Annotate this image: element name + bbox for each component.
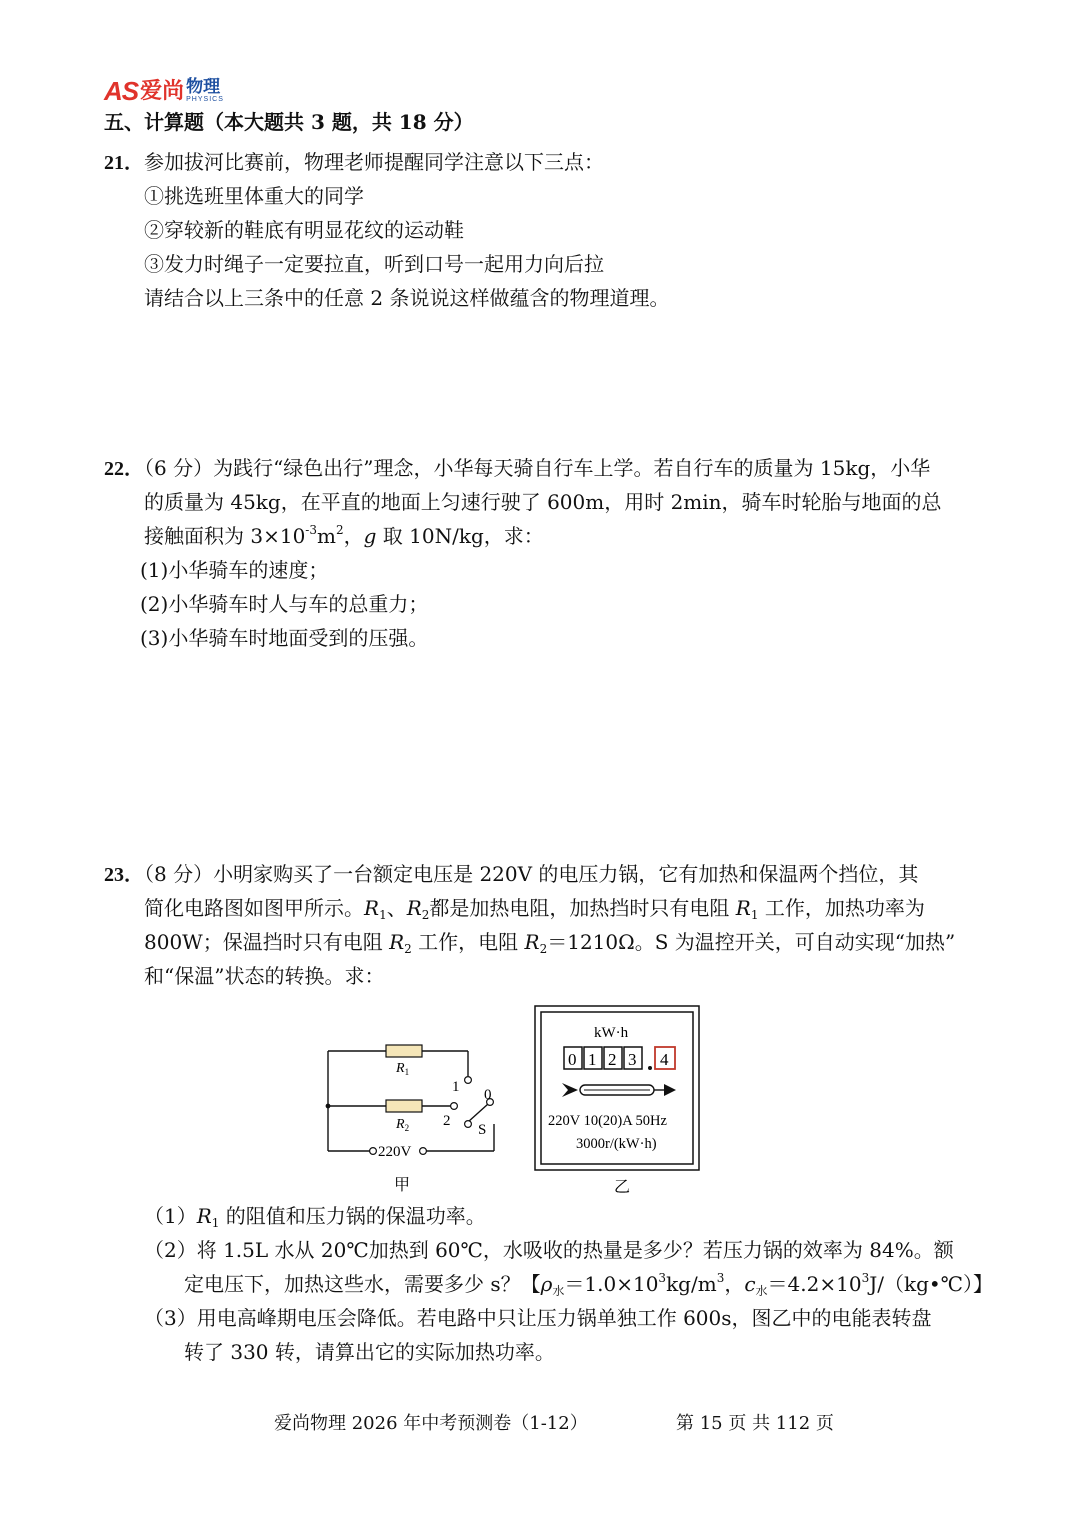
- q22-line-1: [104, 456, 930, 481]
- r2-symbol: R: [524, 930, 540, 954]
- q22-comma: ，: [343, 524, 364, 548]
- q23-line-2: [144, 896, 925, 920]
- q21-point-1: ①挑选班里体重大的同学: [144, 184, 364, 208]
- contact-0-label: 0: [484, 1087, 492, 1103]
- r1-symbol: R: [196, 1204, 212, 1228]
- q23-sub-1: [144, 1204, 486, 1228]
- q22-area-text: 接触面积为 3×10: [144, 524, 306, 548]
- q23-text-2b: 都是加热电阻，加热挡时只有电阻: [429, 896, 736, 920]
- q21-number: 21．: [104, 152, 144, 174]
- q21-ask: 请结合以上三条中的任意 2 条说说这样做蕴含的物理道理。: [144, 286, 670, 310]
- r2-subscript: 2: [421, 908, 430, 922]
- logo-text-aishang: 爱尚: [140, 79, 185, 104]
- q23-line-4: 和“保温”状态的转换。求：: [144, 964, 385, 988]
- q22-sub-1: (1)小华骑车的速度；: [140, 558, 329, 582]
- voltage-label: 220V: [378, 1144, 412, 1160]
- q21-point-3: ③发力时绳子一定要拉直，听到口号一起用力向后拉: [144, 252, 604, 276]
- water-subscript: 水: [755, 1284, 768, 1298]
- heat-capacity-unit: J/（kg•℃）】: [869, 1272, 994, 1296]
- circuit-caption: 甲: [394, 1177, 411, 1194]
- q23-line-1: [104, 862, 918, 887]
- logo-text-physics: PHYSICS: [186, 96, 224, 103]
- heat-capacity-value: ＝4.2×10: [767, 1272, 862, 1296]
- meter-digit-decimal: 4: [660, 1050, 669, 1069]
- q23-text-2a: 简化电路图如图甲所示。: [144, 896, 364, 920]
- terminal-right: [420, 1148, 427, 1155]
- contact-2-label: 2: [443, 1113, 451, 1129]
- q23-text-3c: ＝1210Ω。S 为温控开关，可自动实现“加热”: [547, 930, 956, 954]
- logo-physics: [186, 78, 224, 104]
- q23-comma: ，: [724, 1272, 745, 1296]
- q22-text-1: （6 分）为践行“绿色出行”理念，小华每天骑自行车上学。若自行车的质量为 15kg，小华: [144, 456, 931, 480]
- q22-sub-3: (3)小华骑车时地面受到的压强。: [140, 626, 429, 650]
- q21-intro: 参加拔河比赛前，物理老师提醒同学注意以下三点：: [144, 150, 604, 174]
- q23-text-3b: 工作，电阻: [411, 930, 525, 954]
- meter-caption: 乙: [614, 1179, 631, 1196]
- footer-title: 爱尚物理 2026 年中考预测卷（1-12）: [274, 1413, 588, 1434]
- q23-sub-3-line-1: （3）用电高峰期电压会降低。若电路中只让压力锅单独工作 600s，图乙中的电能表转盘: [144, 1306, 932, 1330]
- q22-sub-2: (2)小华骑车时人与车的总重力；: [140, 592, 429, 616]
- footer-page-number: 第 15 页 共 112 页: [676, 1413, 834, 1434]
- contact-1: [465, 1077, 472, 1084]
- r2-symbol: R: [406, 896, 422, 920]
- meter-digit: 1: [588, 1050, 597, 1069]
- r2-label: $R_2$: [396, 1117, 410, 1133]
- q22-g-symbol: g: [363, 524, 377, 548]
- r2-subscript: 2: [404, 942, 412, 956]
- q22-line-2: 的质量为 45kg，在平直的地面上匀速行驶了 600m，用时 2min，骑车时轮胎与地面的总: [144, 490, 942, 514]
- q23-number: 23．: [104, 864, 144, 886]
- logo: [104, 78, 224, 104]
- density-exponent: 3: [658, 1271, 667, 1285]
- meter-spec-rating: 220V 10(20)A 50Hz: [548, 1113, 667, 1129]
- q22-number: 22．: [104, 458, 144, 480]
- r1-subscript: 1: [379, 908, 387, 922]
- meter-spec-constant: 3000r/(kW·h): [576, 1136, 657, 1152]
- meter-digits: [564, 1047, 675, 1070]
- meter-digit: 3: [628, 1050, 637, 1069]
- logo-text-wuli: 物理: [186, 77, 221, 97]
- meter-decimal-point: [648, 1066, 652, 1070]
- r1-symbol: R: [364, 896, 380, 920]
- r1-subscript: 1: [750, 908, 759, 922]
- contact-2: [451, 1103, 458, 1110]
- rho-symbol: ρ: [540, 1272, 553, 1296]
- density-unit-exponent: 3: [716, 1271, 725, 1285]
- contact-1-label: 1: [452, 1079, 460, 1095]
- meter-digit: 2: [608, 1050, 617, 1069]
- logo-as-mark: AS: [104, 76, 139, 106]
- meter-digit: 0: [568, 1050, 577, 1069]
- q21-point-2: ②穿较新的鞋底有明显花纹的运动鞋: [144, 218, 464, 242]
- q22-line-3: [144, 524, 544, 548]
- resistor-r2: [386, 1100, 422, 1112]
- q23-separator: 、: [386, 896, 407, 920]
- heat-capacity-exponent: 3: [861, 1271, 870, 1285]
- q22-g-value: 取 10N/kg，求：: [376, 524, 544, 548]
- density-unit: kg/m: [666, 1272, 717, 1296]
- q23-sub-2-text: 定电压下，加热这些水，需要多少 s？【: [184, 1272, 541, 1296]
- q21-intro-line: [104, 150, 604, 175]
- density-value: ＝1.0×10: [564, 1272, 659, 1296]
- q23-text-1: （8 分）小明家购买了一台额定电压是 220V 的电压力锅，它有加热和保温两个挡位，其: [144, 862, 919, 886]
- water-subscript: 水: [552, 1284, 565, 1298]
- r1-subscript: 1: [211, 1216, 220, 1230]
- q22-area-unit: m: [317, 524, 336, 548]
- r1-label: $R_1$: [396, 1061, 410, 1077]
- switch-pivot: [465, 1121, 472, 1128]
- switch-label: S: [478, 1122, 487, 1138]
- q23-text-2c: 工作，加热功率为: [758, 896, 925, 920]
- q23-line-3: [144, 930, 955, 954]
- circuit-diagram: [320, 1040, 520, 1200]
- r2-symbol: R: [389, 930, 405, 954]
- q23-sub-2-line-2: [184, 1272, 993, 1296]
- q22-area-unit-exponent: 2: [335, 523, 344, 537]
- q23-text-3a: 800W；保温挡时只有电阻: [144, 930, 390, 954]
- q23-sub-2-line-1: （2）将 1.5L 水从 20℃加热到 60℃，水吸收的热量是多少？若压力锅的效率为 84%。额: [144, 1238, 954, 1262]
- meter-unit: kW·h: [594, 1025, 629, 1041]
- section-title: 五、计算题（本大题共 3 题，共 18 分）: [104, 110, 474, 134]
- r2-subscript: 2: [539, 942, 548, 956]
- resistor-r1: [386, 1045, 422, 1057]
- q23-sub-1-text: 的阻值和压力锅的保温功率。: [219, 1204, 486, 1228]
- terminal-left: [370, 1148, 377, 1155]
- q23-sub-3-line-2: 转了 330 转，请算出它的实际加热功率。: [184, 1340, 555, 1364]
- q22-area-exponent: -3: [305, 523, 317, 537]
- q23-sub-1-label: （1）: [144, 1204, 197, 1228]
- electric-meter: [534, 1004, 702, 1196]
- c-symbol: c: [744, 1272, 756, 1296]
- junction-dot: [326, 1104, 331, 1109]
- r1-symbol: R: [735, 896, 751, 920]
